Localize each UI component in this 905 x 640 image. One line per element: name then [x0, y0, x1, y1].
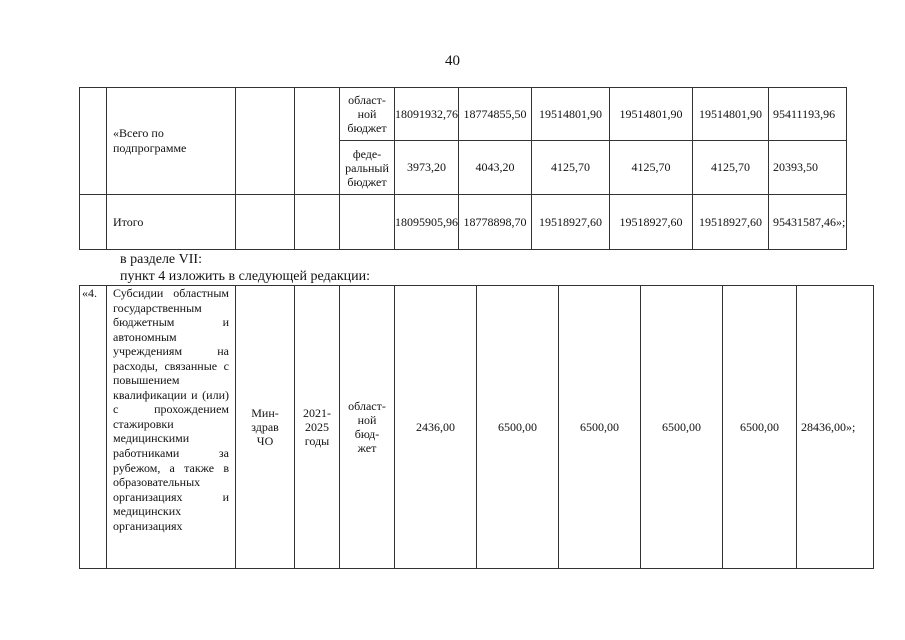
value-cell: 19518927,60	[693, 195, 769, 250]
table-row	[80, 195, 847, 250]
funding-source-line: ной	[357, 413, 377, 427]
table-cell	[340, 195, 395, 250]
value-cell: 18095905,96	[395, 195, 459, 250]
executor-line: ЧО	[256, 434, 274, 448]
funding-source-federal	[340, 141, 395, 195]
page-number: 40	[445, 53, 460, 69]
funding-source-line: бюд-	[354, 427, 380, 441]
table-cell	[80, 88, 107, 195]
funding-source-line: жет	[357, 441, 377, 455]
table-cell	[236, 195, 295, 250]
funding-source-line: област-	[348, 93, 386, 107]
value-cell: 3973,20	[395, 141, 459, 195]
value-cell: 19518927,60	[532, 195, 610, 250]
value-cell: 18091932,76	[395, 88, 459, 141]
item-description: Субсидии областным государственным бюджетным и автономным учреждениям на расходы, связанные с повышением квалификации и (или) с прохождением стажировки медицинскими работниками за рубежом, а также в образовательных организациях и медицинских организациях	[113, 286, 229, 533]
value-cell: 18774855,50	[459, 88, 532, 141]
subprogram-total-label: «Всего по подпрограмме	[107, 88, 236, 195]
table-cell	[295, 195, 340, 250]
subsidy-item-table	[79, 285, 874, 569]
executor-line: здрав	[251, 420, 279, 434]
value-cell: 2436,00	[395, 286, 477, 569]
period-line: 2021-	[303, 406, 331, 420]
value-cell: 19514801,90	[693, 88, 769, 141]
funding-source-line: феде-	[352, 146, 382, 161]
table-cell	[80, 195, 107, 250]
item-description-cell	[107, 286, 236, 569]
itogo-label: Итого	[107, 195, 236, 250]
value-cell: 95411193,96	[769, 88, 847, 141]
value-cell: 19514801,90	[610, 88, 693, 141]
funding-source-regional	[340, 88, 395, 141]
value-cell: 6500,00	[477, 286, 559, 569]
value-cell: 19514801,90	[532, 88, 610, 141]
value-cell: 6500,00	[641, 286, 723, 569]
table-cell	[295, 88, 340, 195]
table-row	[80, 88, 847, 141]
funding-source-line: област-	[348, 399, 386, 413]
value-cell: 4043,20	[459, 141, 532, 195]
executor-line: Мин-	[251, 406, 279, 420]
funding-source-cell	[340, 286, 395, 569]
period-line: 2025	[305, 420, 329, 434]
funding-source-line: бюджет	[347, 121, 387, 135]
value-cell: 4125,70	[610, 141, 693, 195]
section-instruction: пункт 4 изложить в следующей редакции:	[120, 269, 370, 284]
value-cell: 6500,00	[723, 286, 797, 569]
value-cell: 6500,00	[559, 286, 641, 569]
value-cell: 4125,70	[693, 141, 769, 195]
table-row	[80, 286, 874, 569]
funding-source-line: бюджет	[347, 174, 387, 189]
subprogram-totals-table	[79, 87, 847, 250]
value-cell: 4125,70	[532, 141, 610, 195]
period-line: годы	[304, 434, 330, 448]
value-cell: 95431587,46»;	[769, 195, 847, 250]
value-cell: 20393,50	[769, 141, 847, 195]
executor-cell	[236, 286, 295, 569]
section-heading: в разделе VII:	[120, 252, 202, 267]
value-cell: 28436,00»;	[797, 286, 874, 569]
funding-source-line: ной	[357, 107, 377, 121]
funding-source-line: ральный	[345, 160, 389, 175]
item-number: «4.	[80, 286, 107, 569]
value-cell: 18778898,70	[459, 195, 532, 250]
value-cell: 19518927,60	[610, 195, 693, 250]
period-cell	[295, 286, 340, 569]
table-cell	[236, 88, 295, 195]
